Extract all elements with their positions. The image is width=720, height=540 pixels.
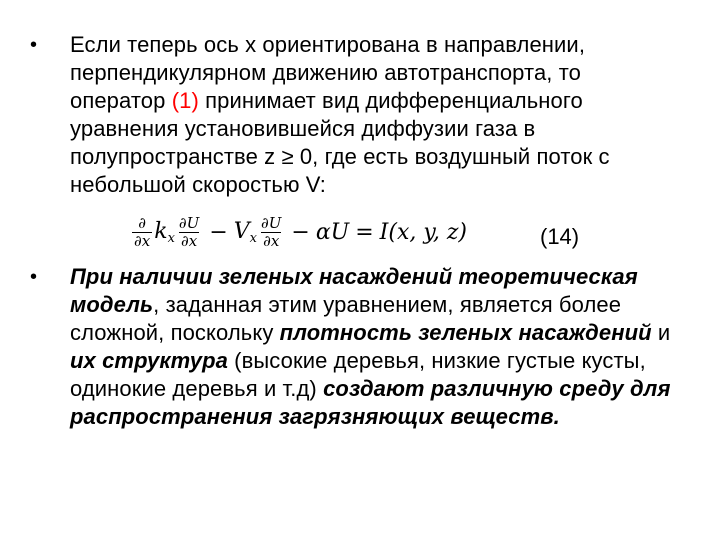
symbol-V: V	[233, 218, 250, 244]
symbol-k: k	[154, 218, 168, 244]
fraction-denominator: ∂x	[263, 231, 280, 250]
text-run: и	[651, 320, 671, 345]
bullet-item-1	[30, 31, 680, 199]
text-run: (высокие деревья, низкие густые кусты, одинокие деревья и т.д)	[70, 348, 646, 401]
fraction-denominator: ∂x	[181, 231, 198, 250]
text-run: их структура	[70, 348, 228, 373]
text-run: принимает вид дифференциального уравнения установившейся диффузии газа в полупространстве z ≥ 0, где есть воздушный поток с небольшой скоростью V:	[70, 88, 610, 197]
fraction-denominator: ∂x	[134, 231, 151, 250]
fraction-numerator: ∂	[138, 213, 146, 232]
fraction-dU-dx	[259, 215, 283, 250]
text-run: При наличии зеленых насаждений теоретическая модель	[70, 264, 638, 317]
equals-sign: =	[355, 219, 374, 245]
bullet-marker: •	[30, 266, 38, 288]
term-alpha-U: αU	[315, 219, 350, 245]
bullet-item-2	[30, 263, 680, 431]
subscript-x: x	[249, 230, 257, 246]
bullet-text-1	[70, 31, 680, 199]
equation-number: (14)	[540, 224, 580, 249]
text-run: Если теперь ось х ориентирована в направлении, перпендикулярном движению автотранспорта, то оператор	[70, 32, 586, 113]
fraction-d-dx	[132, 215, 152, 250]
minus-sign: −	[209, 219, 228, 245]
right-hand-side: I(x, y, z)	[379, 219, 468, 245]
coefficient-k	[154, 219, 175, 246]
fraction-numerator: ∂U	[260, 213, 282, 232]
fraction-dU-dx	[177, 215, 201, 250]
text-run: плотность зеленых насаждений	[279, 320, 652, 345]
equation-reference: (1)	[171, 88, 199, 113]
minus-sign: −	[291, 219, 310, 245]
velocity-V	[234, 219, 257, 246]
subscript-x: x	[167, 230, 175, 246]
equation	[130, 209, 590, 255]
text-run: создают различную среду для распространения загрязняющих веществ.	[70, 376, 671, 429]
bullet-text-2	[70, 263, 680, 431]
bullet-marker: •	[30, 34, 38, 56]
text-run: , заданная этим уравнением, является более сложной, поскольку	[70, 292, 622, 345]
fraction-numerator: ∂U	[178, 213, 200, 232]
